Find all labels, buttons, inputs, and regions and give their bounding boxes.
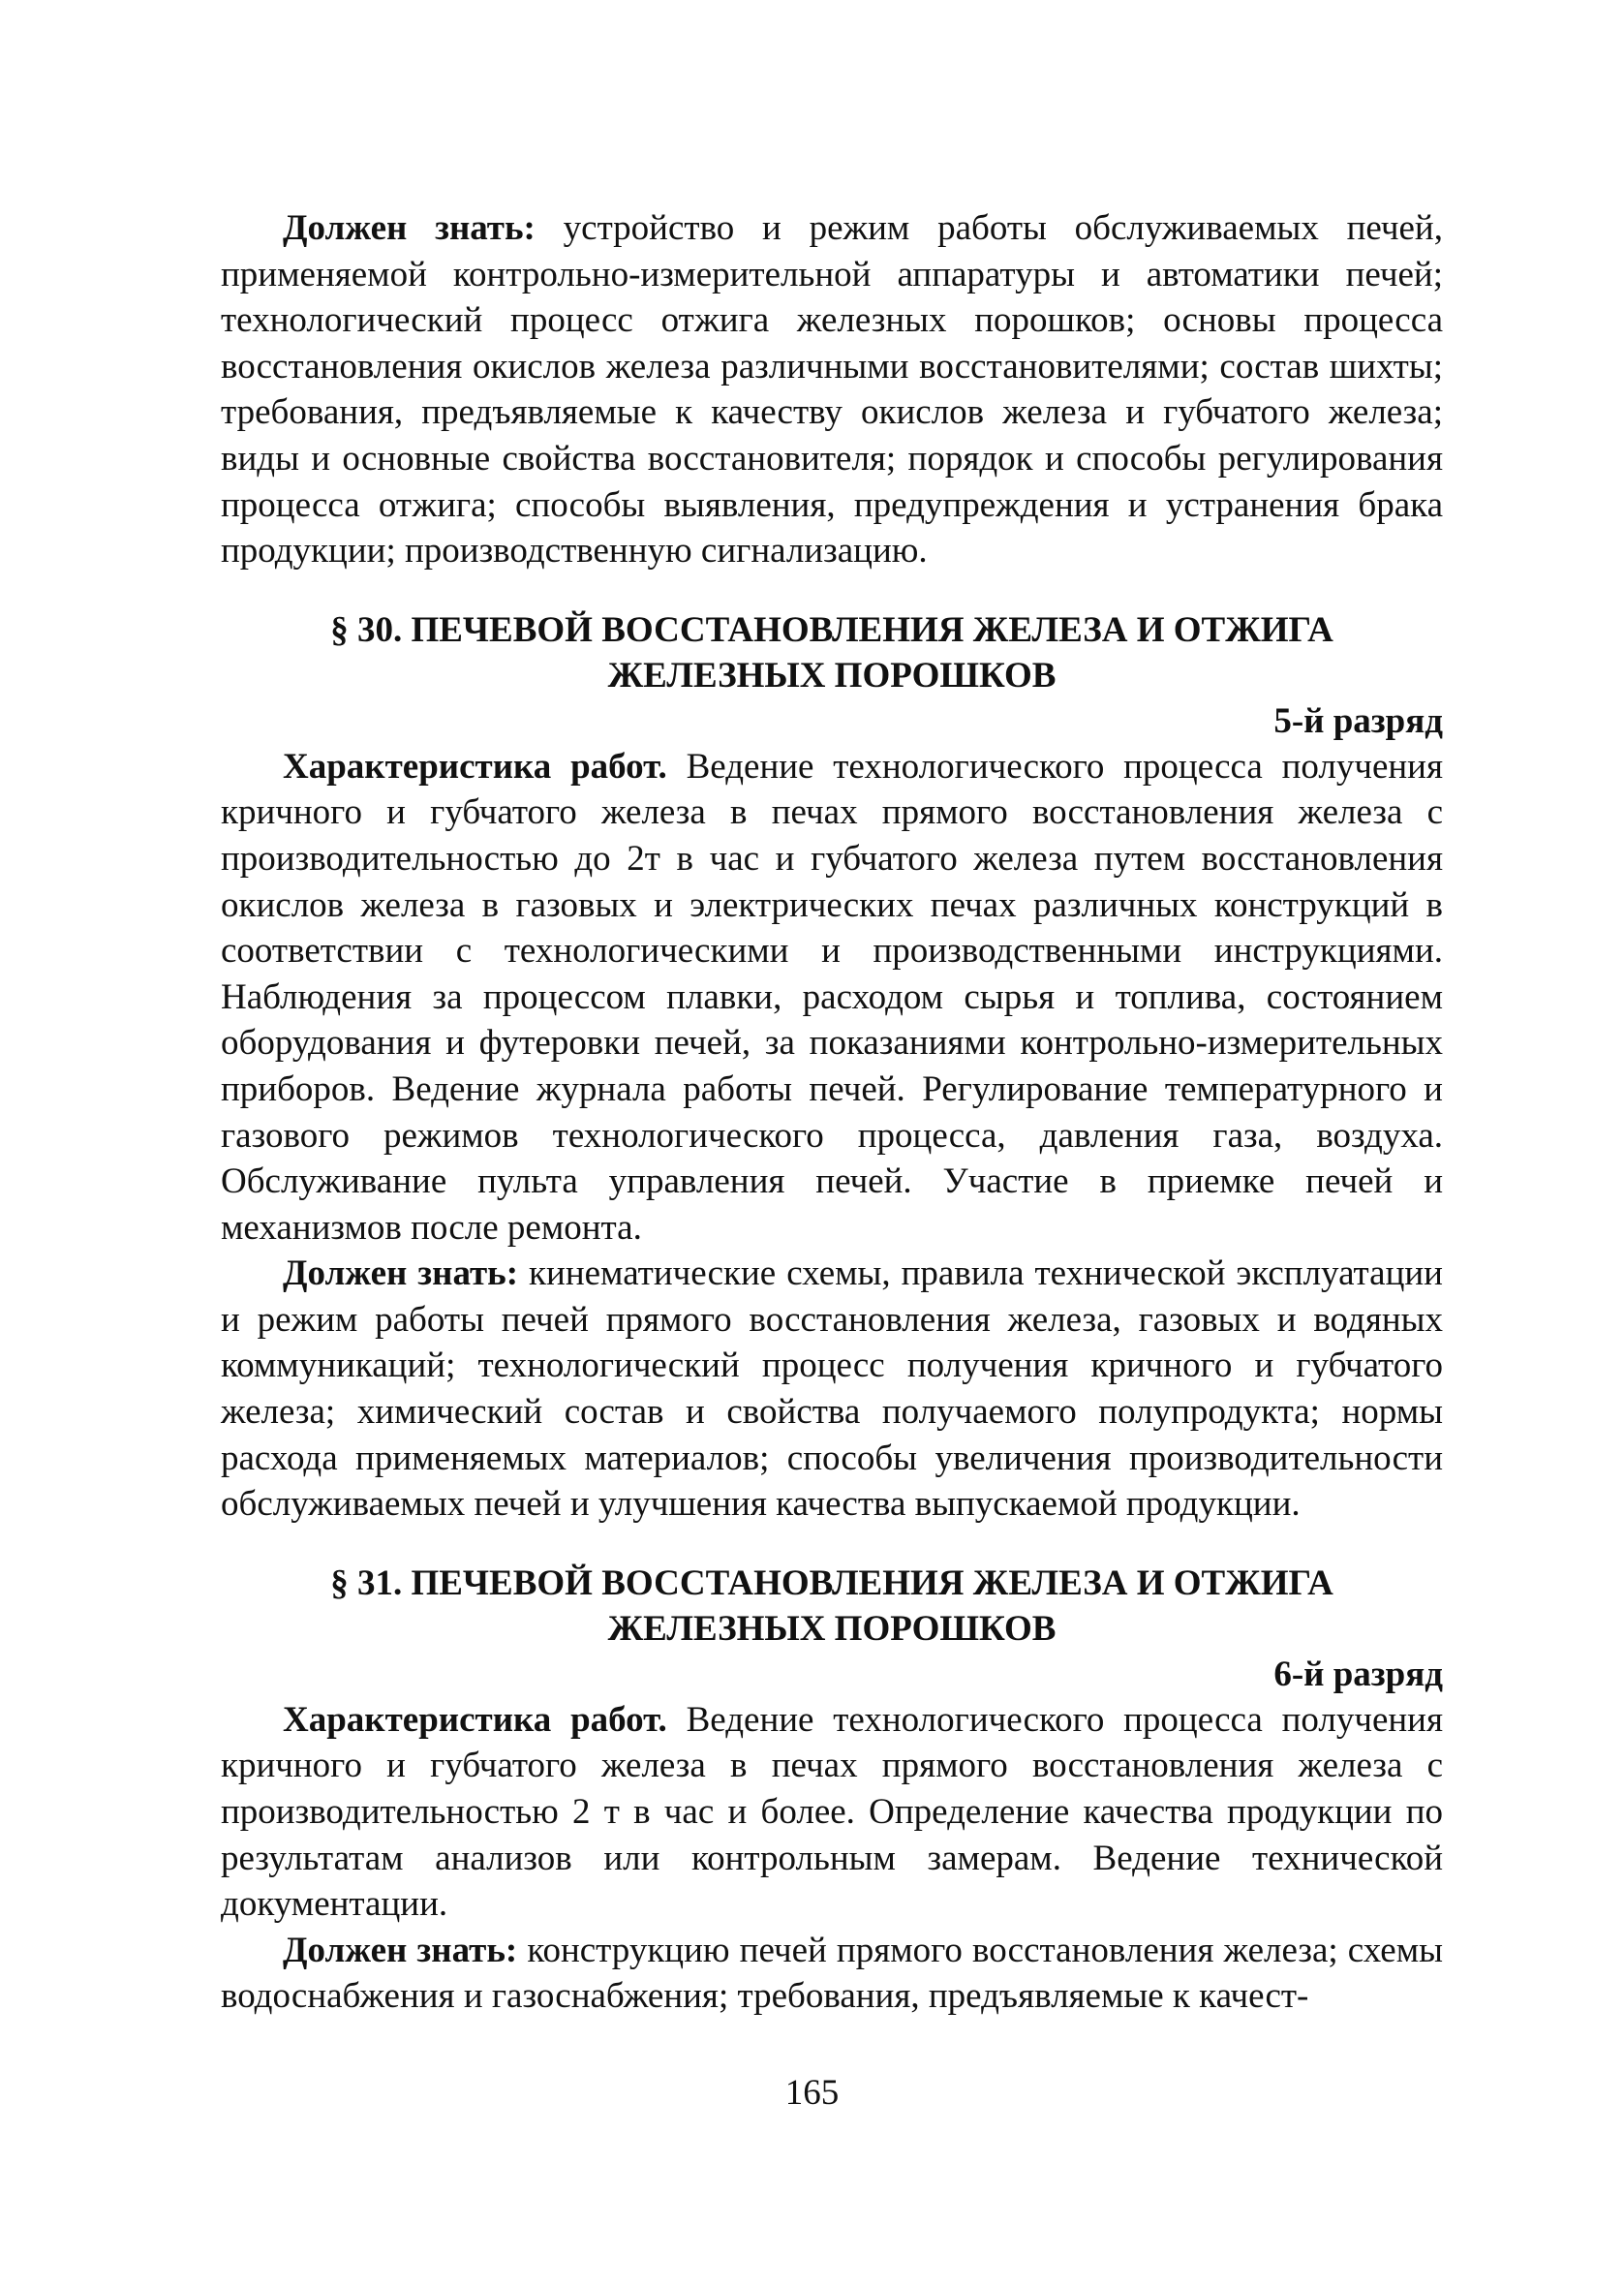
section-31-rank: 6-й разряд bbox=[1273, 1654, 1443, 1694]
section-30-rank: 5-й разряд bbox=[1273, 700, 1443, 741]
section-31-heading-line2: ЖЕЛЕЗНЫХ ПОРОШКОВ bbox=[607, 1608, 1057, 1649]
section-31-heading-line1: § 31. ПЕЧЕВОЙ ВОССТАНОВЛЕНИЯ ЖЕЛЕЗА И ОТЖИГА bbox=[330, 1562, 1333, 1603]
section-30-heading-line1: § 30. ПЕЧЕВОЙ ВОССТАНОВЛЕНИЯ ЖЕЛЕЗА И ОТЖИГА bbox=[330, 609, 1333, 650]
section-30 bbox=[221, 607, 1443, 1528]
section-30-characteristics-label: Характеристика работ. bbox=[283, 746, 667, 787]
document-page bbox=[221, 205, 1443, 2020]
section-31-heading bbox=[221, 1561, 1443, 1652]
section-30-heading bbox=[221, 607, 1443, 698]
section-30-characteristics bbox=[221, 744, 1443, 1252]
section-30-heading-line2: ЖЕЛЕЗНЫХ ПОРОШКОВ bbox=[607, 655, 1057, 696]
section-31-knowledge-label: Должен знать: bbox=[283, 1930, 518, 1970]
section-30-knowledge bbox=[221, 1251, 1443, 1528]
section-30-knowledge-label: Должен знать: bbox=[283, 1253, 519, 1294]
page-number: 165 bbox=[784, 2073, 840, 2113]
section-31-knowledge bbox=[221, 1928, 1443, 2020]
intro-text: устройство и режим работы обслуживаемых печей, применяемой контрольно-измерительной аппаратуры и автоматики печей; технологический процесс отжига железных порошков; основы процесса восстановления окислов железа различными восстановителями; состав шихты; требования, предъявляемые к качеству окислов железа и губчатого железа; виды и основные свойства восстановителя; порядок и способы регулирования процесса отжига; способы выявления, предупреждения и устранения брака продукции; производственную сигнализацию. bbox=[221, 208, 1443, 572]
intro-label: Должен знать: bbox=[283, 208, 536, 248]
section-31-characteristics-text: Ведение технологического процесса получения кричного и губчатого железа в печах прямого восстановления железа с производительностью 2 т в час и более. Определение качества продукции по результатам анализов или контрольным замерам. Ведение технической документации. bbox=[221, 1699, 1443, 1925]
section-31-knowledge-text: конструкцию печей прямого восстановления железа; схемы водоснабжения и газоснабжения; требования, предъявляемые к качест- bbox=[221, 1930, 1443, 2017]
section-31 bbox=[221, 1561, 1443, 2020]
intro-paragraph bbox=[221, 205, 1443, 574]
section-30-knowledge-text: кинематические схемы, правила технической эксплуатации и режим работы печей прямого восстановления железа, газовых и водяных коммуникаций; технологический процесс получения кричного и губчатого железа; химический состав и свойства получаемого полупродукта; нормы расхода применяемых материалов; способы увеличения производительности обслуживаемых печей и улучшения качества выпускаемой продукции. bbox=[221, 1253, 1443, 1525]
section-31-characteristics bbox=[221, 1697, 1443, 1928]
section-30-characteristics-text: Ведение технологического процесса получения кричного и губчатого железа в печах прямого восстановления железа с производительностью до 2т в час и губчатого железа путем восстановления окислов железа в газовых и электрических печах различных конструкций в соответствии с технологическими и производственными инструкциями. Наблюдения за процессом плавки, расходом сырья и топлива, состоянием оборудования и футеровки печей, за показаниями контрольно-измерительных приборов. Ведение журнала работы печей. Регулирование температурного и газового режимов технологического процесса, давления газа, воздуха. Обслуживание пульта управления печей. Участие в приемке печей и механизмов после ремонта. bbox=[221, 746, 1443, 1248]
section-31-characteristics-label: Характеристика работ. bbox=[283, 1699, 667, 1740]
